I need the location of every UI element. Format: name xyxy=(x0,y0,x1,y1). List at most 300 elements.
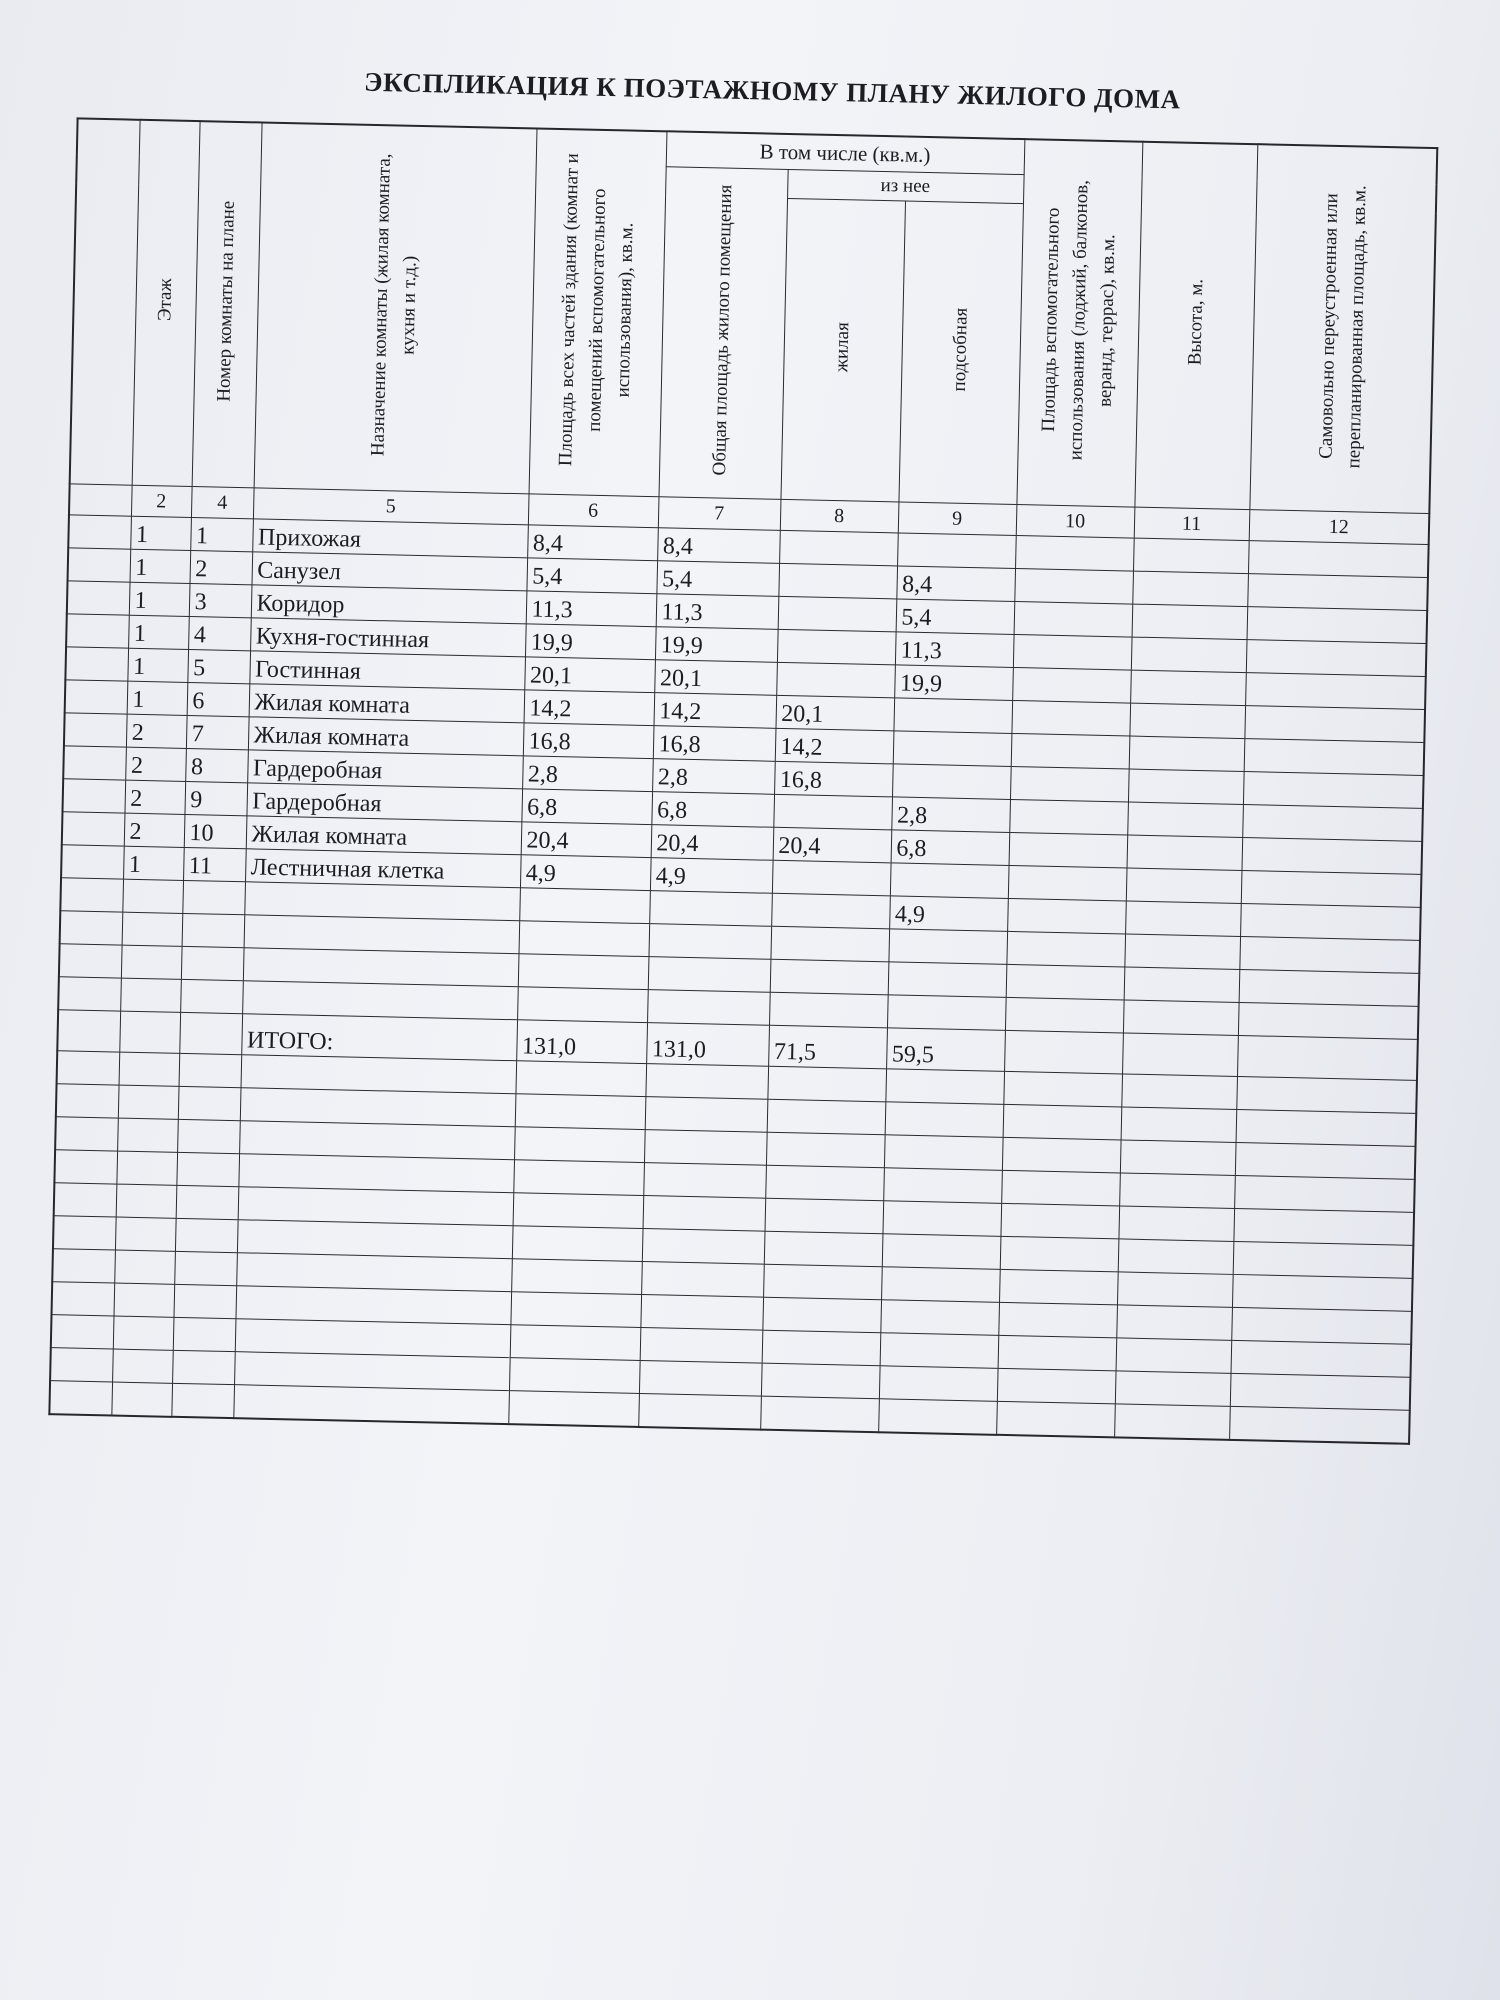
row-auxiliary-use xyxy=(1009,799,1128,835)
row-general-area: 5,4 xyxy=(656,561,779,597)
row-height xyxy=(1124,967,1240,1003)
header-unauthorized-area: Самовольно переустроенная или перепланированная площадь, кв.м. xyxy=(1249,144,1437,513)
row-height xyxy=(1124,934,1240,970)
row-living-area: 71,5 xyxy=(768,1025,887,1069)
row-blank xyxy=(68,515,131,549)
column-number: 8 xyxy=(780,499,899,533)
row-room-name: Жилая комната xyxy=(249,684,525,723)
row-floor: 1 xyxy=(130,549,191,583)
row-height xyxy=(1123,1000,1239,1036)
row-general-area xyxy=(638,1393,761,1429)
row-room-number: 11 xyxy=(183,847,246,881)
row-living-area: 14,2 xyxy=(775,728,894,764)
row-auxiliary-use xyxy=(1000,1236,1119,1272)
row-blank xyxy=(62,779,125,813)
row-blank xyxy=(61,845,124,879)
row-unauthorized xyxy=(1241,871,1422,908)
row-height xyxy=(1118,1206,1234,1242)
row-total-area xyxy=(510,1292,641,1328)
explication-table xyxy=(48,117,1438,1444)
row-auxiliary-area xyxy=(893,698,1012,734)
row-living-area xyxy=(767,1099,886,1135)
row-height xyxy=(1114,1404,1230,1440)
row-blank xyxy=(54,1150,117,1184)
row-floor: 1 xyxy=(123,846,184,880)
header-auxiliary: подсобная xyxy=(898,201,1023,505)
row-blank xyxy=(52,1249,115,1283)
row-auxiliary-area xyxy=(878,1399,997,1435)
row-auxiliary-area: 2,8 xyxy=(891,797,1010,833)
row-blank xyxy=(62,812,125,846)
row-height xyxy=(1121,1107,1237,1143)
row-unauthorized xyxy=(1241,838,1422,875)
row-living-area xyxy=(773,794,892,830)
row-blank xyxy=(52,1282,115,1316)
row-blank xyxy=(57,1010,120,1052)
row-height xyxy=(1129,703,1245,739)
row-unauthorized xyxy=(1248,541,1429,578)
row-blank xyxy=(54,1183,117,1217)
row-auxiliary-area xyxy=(885,1069,1004,1105)
row-auxiliary-use xyxy=(1007,898,1126,934)
row-auxiliary-use xyxy=(1006,931,1125,967)
row-unauthorized xyxy=(1233,1208,1414,1245)
row-room-number xyxy=(179,1012,242,1054)
row-room-number: 1 xyxy=(190,518,253,552)
row-floor: 2 xyxy=(124,813,185,847)
column-number: 6 xyxy=(528,494,659,528)
row-auxiliary-use xyxy=(1003,1071,1122,1107)
row-total-area: 2,8 xyxy=(522,756,653,792)
row-room-number: 10 xyxy=(184,814,247,848)
column-number: 7 xyxy=(658,497,781,531)
row-blank xyxy=(58,977,121,1011)
row-total-area xyxy=(515,1094,646,1130)
row-living-area xyxy=(760,1396,879,1432)
row-total-area xyxy=(519,888,650,924)
row-living-area xyxy=(772,860,891,896)
row-room-number xyxy=(173,1317,236,1351)
row-floor: 1 xyxy=(128,615,189,649)
row-auxiliary-area: 6,8 xyxy=(891,830,1010,866)
row-general-area: 131,0 xyxy=(646,1023,769,1067)
row-height xyxy=(1133,538,1249,574)
header-auxiliary-use-area: Площадь вспомогательного использования (лоджий, балконов, веранд, террас), кв.м. xyxy=(1016,139,1142,507)
row-blank xyxy=(51,1315,114,1349)
row-living-area xyxy=(762,1330,881,1366)
header-room-purpose: Назначение комнаты (жилая комната, кухня и т.д.) xyxy=(254,122,537,493)
row-living-area: 20,4 xyxy=(773,827,892,863)
row-floor: 2 xyxy=(126,714,187,748)
row-floor: 1 xyxy=(130,516,191,550)
row-room-name: ИТОГО: xyxy=(241,1014,517,1061)
column-number: 4 xyxy=(191,487,254,519)
row-living-area: 20,1 xyxy=(775,695,894,731)
row-unauthorized xyxy=(1244,706,1425,743)
row-unauthorized xyxy=(1229,1406,1410,1443)
row-room-name: Санузел xyxy=(251,552,527,591)
row-living-area xyxy=(767,1066,886,1102)
column-number: 12 xyxy=(1249,510,1430,545)
row-height xyxy=(1128,769,1244,805)
row-unauthorized xyxy=(1231,1340,1412,1377)
row-auxiliary-use xyxy=(1009,832,1128,868)
row-floor xyxy=(118,1085,179,1119)
row-general-area: 19,9 xyxy=(655,627,778,663)
row-auxiliary-area xyxy=(885,1102,1004,1138)
row-total-area xyxy=(508,1391,639,1427)
row-general-area xyxy=(643,1163,766,1199)
row-room-number: 2 xyxy=(190,551,253,585)
row-blank xyxy=(64,713,127,747)
row-height xyxy=(1116,1338,1232,1374)
row-height xyxy=(1127,802,1243,838)
row-blank xyxy=(50,1348,113,1382)
row-height xyxy=(1116,1305,1232,1341)
row-room-name: Жилая комната xyxy=(248,717,524,756)
row-height xyxy=(1132,571,1248,607)
row-total-area xyxy=(511,1259,642,1295)
row-room-name: Гардеробная xyxy=(246,783,522,822)
row-blank xyxy=(49,1381,112,1416)
row-floor: 2 xyxy=(125,747,186,781)
row-general-area xyxy=(647,990,770,1026)
row-living-area xyxy=(769,992,888,1028)
row-floor xyxy=(120,978,181,1012)
row-room-number xyxy=(182,880,245,914)
row-floor xyxy=(115,1217,176,1251)
row-total-area xyxy=(514,1127,645,1163)
row-unauthorized xyxy=(1236,1109,1417,1146)
row-auxiliary-area xyxy=(880,1333,999,1369)
row-floor xyxy=(121,945,182,979)
row-height xyxy=(1125,901,1241,937)
row-auxiliary-area xyxy=(890,863,1009,899)
row-blank xyxy=(53,1216,116,1250)
row-floor xyxy=(117,1118,178,1152)
row-auxiliary-use xyxy=(1001,1170,1120,1206)
row-floor: 1 xyxy=(127,681,188,715)
row-auxiliary-area xyxy=(892,764,1011,800)
row-living-area xyxy=(779,530,898,566)
row-floor xyxy=(116,1184,177,1218)
row-living-area xyxy=(764,1231,883,1267)
row-room-name xyxy=(233,1385,509,1424)
row-height xyxy=(1119,1173,1235,1209)
column-number xyxy=(69,484,132,516)
row-general-area: 20,4 xyxy=(651,825,774,861)
row-room-name: Прихожая xyxy=(252,519,528,558)
row-general-area: 8,4 xyxy=(657,528,780,564)
row-auxiliary-area: 59,5 xyxy=(886,1028,1005,1072)
row-living-area xyxy=(761,1363,880,1399)
row-auxiliary-use xyxy=(1004,1030,1123,1074)
row-unauthorized xyxy=(1237,1035,1418,1080)
row-height xyxy=(1122,1033,1238,1076)
row-auxiliary-area xyxy=(887,995,1006,1031)
row-height xyxy=(1129,736,1245,772)
row-general-area xyxy=(640,1328,763,1364)
row-total-area xyxy=(515,1061,646,1097)
row-auxiliary-use xyxy=(1012,667,1131,703)
header-including-group: В том числе (кв.м.) xyxy=(666,131,1025,174)
row-living-area: 16,8 xyxy=(774,761,893,797)
row-blank xyxy=(56,1084,119,1118)
header-general-area: Общая площадь жилого помещения xyxy=(659,167,788,500)
row-living-area xyxy=(777,629,896,665)
header-of-which: из нее xyxy=(787,169,1024,203)
row-height xyxy=(1115,1371,1231,1407)
row-auxiliary-use xyxy=(1003,1104,1122,1140)
row-total-area: 16,8 xyxy=(523,723,654,759)
row-living-area xyxy=(763,1264,882,1300)
row-floor: 1 xyxy=(127,648,188,682)
header-room-number: Номер комнаты на плане xyxy=(192,121,262,488)
row-blank xyxy=(65,680,128,714)
row-blank xyxy=(63,746,126,780)
row-auxiliary-area: 19,9 xyxy=(894,665,1013,701)
row-total-area: 20,1 xyxy=(524,657,655,693)
row-unauthorized xyxy=(1234,1175,1415,1212)
row-blank xyxy=(68,548,131,582)
row-room-number: 3 xyxy=(189,583,252,617)
column-number: 2 xyxy=(131,485,192,517)
row-room-name: Гостинная xyxy=(249,651,525,690)
row-room-number xyxy=(181,946,244,980)
row-floor: 2 xyxy=(124,780,185,814)
column-number: 11 xyxy=(1134,507,1250,541)
header-floor: Этаж xyxy=(132,120,200,487)
row-auxiliary-use xyxy=(1014,568,1133,604)
row-unauthorized xyxy=(1243,772,1424,809)
row-room-name: Жилая комната xyxy=(246,816,522,855)
row-blank xyxy=(57,1051,120,1085)
row-blank xyxy=(55,1117,118,1151)
column-number: 5 xyxy=(253,488,529,525)
row-living-area xyxy=(778,596,897,632)
row-unauthorized xyxy=(1247,607,1428,644)
row-room-number xyxy=(180,979,243,1013)
row-total-area: 14,2 xyxy=(524,690,655,726)
row-floor xyxy=(111,1382,172,1417)
row-floor xyxy=(119,1011,180,1053)
row-height xyxy=(1121,1074,1237,1110)
row-room-name: Коридор xyxy=(251,585,527,624)
row-living-area xyxy=(771,893,890,929)
row-floor xyxy=(119,1052,180,1086)
row-unauthorized xyxy=(1239,936,1420,973)
table-body xyxy=(49,118,1437,1443)
row-general-area: 16,8 xyxy=(653,726,776,762)
row-auxiliary-area xyxy=(881,1267,1000,1303)
row-auxiliary-use xyxy=(1008,865,1127,901)
row-auxiliary-use xyxy=(1011,700,1130,736)
row-room-number: 6 xyxy=(187,682,250,716)
row-room-number xyxy=(179,1053,242,1087)
row-general-area xyxy=(645,1097,768,1133)
row-general-area: 14,2 xyxy=(654,693,777,729)
row-room-number xyxy=(177,1119,240,1153)
row-total-area xyxy=(510,1325,641,1361)
row-room-number: 8 xyxy=(185,748,248,782)
row-auxiliary-use xyxy=(1002,1137,1121,1173)
row-unauthorized xyxy=(1239,969,1420,1006)
row-general-area xyxy=(640,1295,763,1331)
row-unauthorized xyxy=(1233,1241,1414,1278)
row-general-area: 4,9 xyxy=(650,858,773,894)
row-auxiliary-use xyxy=(1015,536,1134,572)
row-total-area: 6,8 xyxy=(521,789,652,825)
row-blank xyxy=(59,944,122,978)
row-height xyxy=(1127,835,1243,871)
row-total-area: 5,4 xyxy=(526,558,657,594)
row-total-area: 8,4 xyxy=(527,525,658,561)
row-blank xyxy=(65,647,128,681)
row-room-number xyxy=(176,1185,239,1219)
row-total-area xyxy=(518,954,649,990)
row-room-number: 5 xyxy=(187,649,250,683)
row-total-area xyxy=(513,1160,644,1196)
row-blank xyxy=(60,878,123,912)
row-general-area xyxy=(639,1360,762,1396)
row-height xyxy=(1117,1272,1233,1308)
row-unauthorized xyxy=(1244,739,1425,776)
row-auxiliary-use xyxy=(1011,733,1130,769)
row-auxiliary-use xyxy=(1000,1203,1119,1239)
row-general-area xyxy=(648,957,771,993)
row-room-name: Лестничная клетка xyxy=(245,849,521,888)
row-living-area xyxy=(770,926,889,962)
row-height xyxy=(1120,1140,1236,1176)
row-room-number xyxy=(182,913,245,947)
row-total-area xyxy=(509,1358,640,1394)
row-height xyxy=(1131,637,1247,673)
row-room-number xyxy=(178,1086,241,1120)
row-auxiliary-area xyxy=(888,929,1007,965)
row-auxiliary-use xyxy=(1010,766,1129,802)
row-auxiliary-area xyxy=(884,1135,1003,1171)
row-unauthorized xyxy=(1235,1142,1416,1179)
row-auxiliary-use xyxy=(998,1335,1117,1371)
row-room-number xyxy=(175,1218,238,1252)
row-general-area: 20,1 xyxy=(654,660,777,696)
row-auxiliary-use xyxy=(996,1401,1115,1437)
row-floor xyxy=(113,1316,174,1350)
header-total-parts-area: Площадь всех частей здания (комнат и помещений вспомогательного использования), кв.м. xyxy=(529,128,667,496)
header-height: Высота, м. xyxy=(1134,142,1257,510)
document-title: ЭКСПЛИКАЦИЯ К ПОЭТАЖНОМУ ПЛАНУ ЖИЛОГО ДОМА xyxy=(363,66,1181,115)
row-room-number xyxy=(173,1284,236,1318)
row-height xyxy=(1126,868,1242,904)
row-auxiliary-use xyxy=(1005,997,1124,1033)
row-unauthorized xyxy=(1236,1076,1417,1113)
row-unauthorized xyxy=(1238,1002,1419,1039)
row-living-area xyxy=(762,1297,881,1333)
row-blank xyxy=(67,581,130,615)
row-unauthorized xyxy=(1232,1274,1413,1311)
row-auxiliary-area xyxy=(879,1366,998,1402)
row-unauthorized xyxy=(1231,1307,1412,1344)
row-floor xyxy=(116,1151,177,1185)
row-living-area xyxy=(778,563,897,599)
row-general-area: 2,8 xyxy=(652,759,775,795)
row-living-area xyxy=(765,1198,884,1234)
row-floor xyxy=(122,912,183,946)
row-general-area xyxy=(642,1229,765,1265)
row-auxiliary-area xyxy=(880,1300,999,1336)
row-general-area: 11,3 xyxy=(656,594,779,630)
row-general-area xyxy=(649,891,772,927)
row-auxiliary-use xyxy=(1006,964,1125,1000)
row-living-area xyxy=(766,1132,885,1168)
row-floor xyxy=(114,1250,175,1284)
column-number: 10 xyxy=(1016,505,1135,539)
row-unauthorized xyxy=(1230,1373,1411,1410)
explication-document xyxy=(28,55,1467,1445)
row-blank xyxy=(66,614,129,648)
row-auxiliary-use xyxy=(997,1368,1116,1404)
row-auxiliary-area xyxy=(883,1168,1002,1204)
row-height xyxy=(1130,670,1246,706)
row-general-area xyxy=(648,924,771,960)
row-auxiliary-use xyxy=(1014,601,1133,637)
row-auxiliary-area: 4,9 xyxy=(889,896,1008,932)
row-room-name: Гардеробная xyxy=(247,750,523,789)
row-unauthorized xyxy=(1245,673,1426,710)
row-unauthorized xyxy=(1247,574,1428,611)
row-auxiliary-area xyxy=(888,962,1007,998)
row-total-area xyxy=(519,921,650,957)
row-total-area xyxy=(512,1226,643,1262)
row-room-number: 7 xyxy=(186,715,249,749)
row-general-area xyxy=(643,1196,766,1232)
row-auxiliary-area: 8,4 xyxy=(896,566,1015,602)
row-auxiliary-area xyxy=(893,731,1012,767)
row-room-number xyxy=(174,1251,237,1285)
row-floor xyxy=(112,1349,173,1383)
row-living-area xyxy=(765,1165,884,1201)
row-general-area xyxy=(644,1130,767,1166)
row-room-number: 9 xyxy=(184,781,247,815)
row-room-number: 4 xyxy=(188,616,251,650)
header-blank-cell xyxy=(70,118,140,485)
row-room-number xyxy=(171,1383,234,1418)
row-unauthorized xyxy=(1246,640,1427,677)
row-general-area: 6,8 xyxy=(651,792,774,828)
row-room-name: Кухня-гостинная xyxy=(250,618,526,657)
row-auxiliary-area xyxy=(882,1201,1001,1237)
row-total-area: 131,0 xyxy=(516,1020,647,1064)
row-blank xyxy=(60,911,123,945)
row-auxiliary-area: 5,4 xyxy=(896,599,1015,635)
header-living: жилая xyxy=(780,198,905,502)
row-height xyxy=(1118,1239,1234,1275)
row-total-area: 19,9 xyxy=(525,624,656,660)
row-height xyxy=(1132,604,1248,640)
row-room-number xyxy=(176,1152,239,1186)
row-unauthorized xyxy=(1240,904,1421,941)
row-auxiliary-area: 11,3 xyxy=(895,632,1014,668)
row-auxiliary-area xyxy=(897,533,1016,569)
row-auxiliary-area xyxy=(882,1234,1001,1270)
row-living-area xyxy=(770,959,889,995)
row-unauthorized xyxy=(1242,805,1423,842)
row-general-area xyxy=(641,1262,764,1298)
row-auxiliary-use xyxy=(1013,634,1132,670)
row-floor xyxy=(114,1283,175,1317)
row-auxiliary-use xyxy=(999,1269,1118,1305)
row-total-area xyxy=(513,1193,644,1229)
